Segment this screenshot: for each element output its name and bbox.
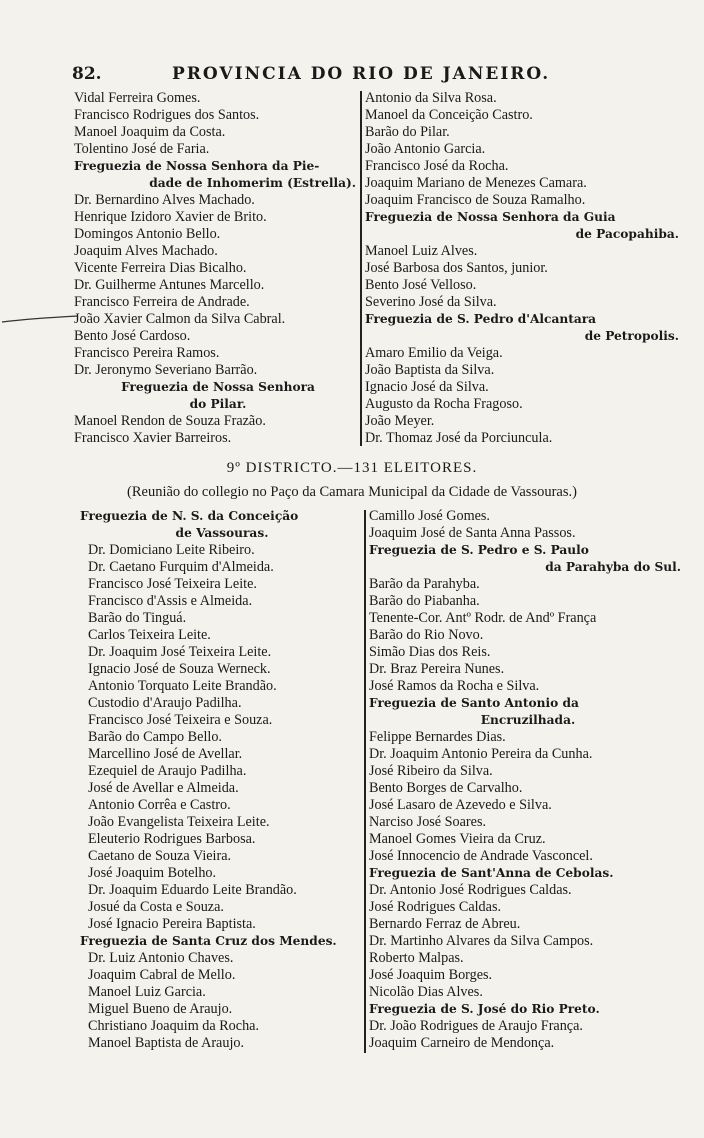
voter-name: Joaquim Cabral de Mello. [88, 967, 236, 983]
voter-name: Vidal Ferreira Gomes. [74, 90, 201, 106]
section2-left-column [80, 508, 364, 1052]
parish-heading-cont: dade de Inhomerim (Estrella). [149, 176, 356, 190]
section2-right-column [369, 508, 687, 1052]
parish-heading-cont: de Vassouras. [175, 526, 269, 540]
voter-name: Barão do Tinguá. [88, 610, 187, 626]
voter-name: João Xavier Calmon da Silva Cabral. [74, 311, 286, 327]
voter-name: Caetano de Souza Vieira. [88, 848, 232, 864]
voter-name: Narciso José Soares. [369, 814, 487, 830]
ink-pen-mark [0, 308, 80, 332]
voter-name: João Meyer. [365, 413, 435, 429]
voter-name: Manoel Gomes Vieira da Cruz. [369, 831, 546, 847]
voter-name: Josué da Costa e Souza. [88, 899, 224, 915]
voter-name: Dr. Guilherme Antunes Marcello. [74, 277, 265, 293]
voter-name: Barão do Pilar. [365, 124, 450, 140]
voter-name: Dr. Antonio José Rodrigues Caldas. [369, 882, 572, 898]
page-header [72, 64, 632, 86]
voter-name: José Ramos da Rocha e Silva. [369, 678, 540, 694]
parish-heading-cont: Freguezia de Nossa Senhora [121, 380, 315, 394]
voter-name: Roberto Malpas. [369, 950, 464, 966]
parish-heading: Freguezia de S. Pedro d'Alcantara [365, 312, 597, 326]
voter-name: Francisco Pereira Ramos. [74, 345, 220, 361]
voter-name: João Evangelista Teixeira Leite. [88, 814, 270, 830]
voter-name: Felippe Bernardes Dias. [369, 729, 506, 745]
voter-name: Augusto da Rocha Fragoso. [365, 396, 523, 412]
voter-name: Francisco Xavier Barreiros. [74, 430, 232, 446]
voter-name: Amaro Emilio da Veiga. [365, 345, 503, 361]
page-number: 82. [72, 64, 102, 84]
voter-name: Custodio d'Araujo Padilha. [88, 695, 242, 711]
voter-name: Dr. Bernardino Alves Machado. [74, 192, 255, 208]
parish-heading: Freguezia de Santo Antonio da [369, 696, 579, 710]
district-subtitle: (Reunião do collegio no Paço da Camara Municipal da Cidade de Vassouras.) [127, 484, 577, 500]
running-title: PROVINCIA DO RIO DE JANEIRO. [172, 64, 551, 84]
section1-left-column [74, 90, 362, 447]
parish-heading: Freguezia de S. José do Rio Preto. [369, 1002, 600, 1016]
voter-name: Manoel Luiz Garcia. [88, 984, 206, 1000]
voter-name: Barão do Rio Novo. [369, 627, 484, 643]
voter-name: Barão do Campo Bello. [88, 729, 222, 745]
voter-name: Miguel Bueno de Araujo. [88, 1001, 233, 1017]
voter-name: Dr. Caetano Furquim d'Almeida. [88, 559, 274, 575]
voter-name: Manoel da Conceição Castro. [365, 107, 533, 123]
voter-name: Dr. Jeronymo Severiano Barrão. [74, 362, 258, 378]
parish-heading: Freguezia de Sant'Anna de Cebolas. [369, 866, 614, 880]
voter-name: Dr. Martinho Alvares da Silva Campos. [369, 933, 594, 949]
voter-name: Manoel Luiz Alves. [365, 243, 478, 259]
voter-name: Henrique Izidoro Xavier de Brito. [74, 209, 267, 225]
voter-name: Dr. Braz Pereira Nunes. [369, 661, 505, 677]
parish-heading-cont: de Pacopahiba. [575, 227, 679, 241]
voter-name: José de Avellar e Almeida. [88, 780, 239, 796]
parish-heading: Freguezia de S. Pedro e S. Paulo [369, 543, 589, 557]
voter-name: José Barbosa dos Santos, junior. [365, 260, 548, 276]
column-divider-2 [364, 510, 366, 1053]
voter-name: Joaquim Carneiro de Mendonça. [369, 1035, 555, 1051]
parish-heading: Freguezia de Nossa Senhora da Guia [365, 210, 616, 224]
parish-heading: Freguezia de N. S. da Conceição [80, 509, 299, 523]
voter-name: Ignacio José de Souza Werneck. [88, 661, 271, 677]
parish-heading: Freguezia de Nossa Senhora da Pie- [74, 159, 320, 173]
district-title: 9º DISTRICTO.—131 ELEITORES. [226, 460, 478, 476]
voter-name: Manoel Joaquim da Costa. [74, 124, 226, 140]
voter-name: José Ignacio Pereira Baptista. [88, 916, 256, 932]
voter-name: Severino José da Silva. [365, 294, 497, 310]
parish-heading-cont: do Pilar. [189, 397, 247, 411]
voter-name: Christiano Joaquim da Rocha. [88, 1018, 260, 1034]
voter-name: Barão do Piabanha. [369, 593, 480, 609]
parish-heading: Freguezia de Santa Cruz dos Mendes. [80, 934, 337, 948]
voter-name: José Ribeiro da Silva. [369, 763, 493, 779]
voter-name: João Antonio Garcia. [365, 141, 486, 157]
voter-name: José Innocencio de Andrade Vasconcel. [369, 848, 593, 864]
parish-heading-cont: da Parahyba do Sul. [545, 560, 681, 574]
voter-name: Joaquim José de Santa Anna Passos. [369, 525, 576, 541]
voter-name: Francisco José Teixeira Leite. [88, 576, 257, 592]
voter-name: Bento José Cardoso. [74, 328, 191, 344]
voter-name: Dr. Domiciano Leite Ribeiro. [88, 542, 255, 558]
voter-name: Francisco José da Rocha. [365, 158, 509, 174]
voter-name: Antonio Torquato Leite Brandão. [88, 678, 277, 694]
section1-right-column [365, 90, 685, 447]
voter-name: Dr. João Rodrigues de Araujo França. [369, 1018, 583, 1034]
voter-name: Simão Dias dos Reis. [369, 644, 491, 660]
voter-name: Marcellino José de Avellar. [88, 746, 243, 762]
voter-name: Francisco Ferreira de Andrade. [74, 294, 250, 310]
voter-name: Dr. Luiz Antonio Chaves. [88, 950, 234, 966]
voter-name: Antonio da Silva Rosa. [365, 90, 497, 106]
voter-name: Francisco Rodrigues dos Santos. [74, 107, 260, 123]
voter-name: José Joaquim Botelho. [88, 865, 217, 881]
voter-name: Bento José Velloso. [365, 277, 477, 293]
voter-name: Eleuterio Rodrigues Barbosa. [88, 831, 256, 847]
voter-name: Manoel Baptista de Araujo. [88, 1035, 245, 1051]
voter-name: Dr. Joaquim Antonio Pereira da Cunha. [369, 746, 593, 762]
voter-name: Ezequiel de Araujo Padilha. [88, 763, 247, 779]
voter-name: José Lasaro de Azevedo e Silva. [369, 797, 552, 813]
voter-name: Francisco José Teixeira e Souza. [88, 712, 273, 728]
parish-heading-cont: Encruzilhada. [480, 713, 576, 727]
voter-name: Antonio Corrêa e Castro. [88, 797, 231, 813]
voter-name: Manoel Rendon de Souza Frazão. [74, 413, 266, 429]
parish-heading-cont: de Petropolis. [584, 329, 679, 343]
voter-name: José Rodrigues Caldas. [369, 899, 502, 915]
voter-name: Ignacio José da Silva. [365, 379, 489, 395]
voter-name: Barão da Parahyba. [369, 576, 480, 592]
voter-name: João Baptista da Silva. [365, 362, 495, 378]
voter-name: Dr. Joaquim José Teixeira Leite. [88, 644, 272, 660]
voter-name: José Joaquim Borges. [369, 967, 493, 983]
voter-name: Bernardo Ferraz de Abreu. [369, 916, 521, 932]
voter-name: Tenente-Cor. Antº Rodr. de Andº França [369, 610, 597, 626]
voter-name: Dr. Thomaz José da Porciuncula. [365, 430, 553, 446]
voter-name: Joaquim Mariano de Menezes Camara. [365, 175, 587, 191]
voter-name: Vicente Ferreira Dias Bicalho. [74, 260, 247, 276]
voter-name: Nicolão Dias Alves. [369, 984, 483, 1000]
voter-name: Dr. Joaquim Eduardo Leite Brandão. [88, 882, 297, 898]
voter-name: Francisco d'Assis e Almeida. [88, 593, 253, 609]
column-divider-1 [360, 91, 362, 446]
voter-name: Bento Borges de Carvalho. [369, 780, 523, 796]
voter-name: Camillo José Gomes. [369, 508, 490, 524]
voter-name: Joaquim Alves Machado. [74, 243, 218, 259]
voter-name: Domingos Antonio Bello. [74, 226, 221, 242]
voter-name: Tolentino José de Faria. [74, 141, 210, 157]
voter-name: Joaquim Francisco de Souza Ramalho. [365, 192, 586, 208]
voter-name: Carlos Teixeira Leite. [88, 627, 211, 643]
